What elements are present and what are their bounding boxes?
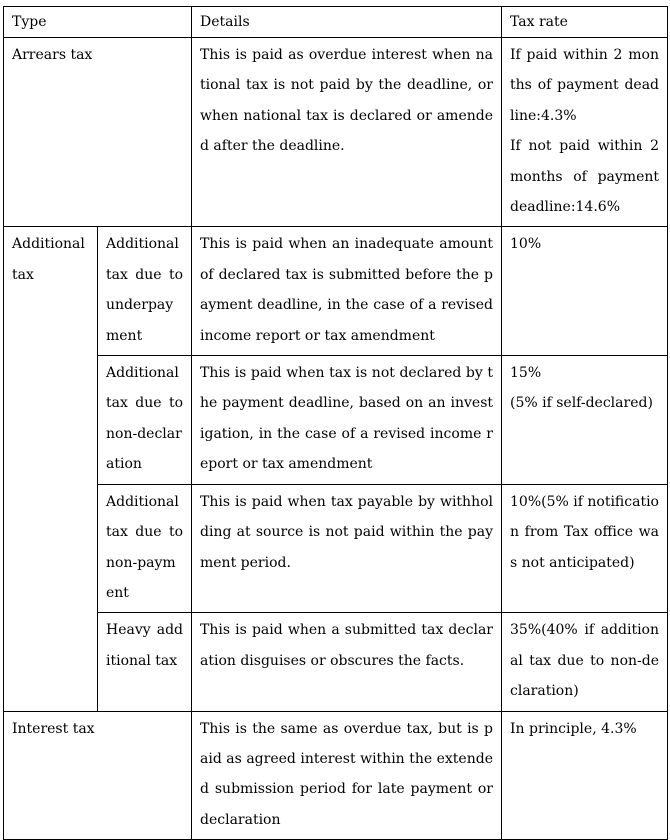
rate-arrears-not-within-2-months: If not paid within 2 months of payment deadline:14.6% [510, 138, 659, 216]
details-arrears-tax: This is paid as overdue interest when national tax is not paid by the deadline, or when national tax is declared or amended after the deadline. [192, 38, 502, 227]
details-heavy-additional: This is paid when a submitted tax declaration disguises or obscures the facts. [192, 613, 502, 711]
details-underpayment: This is paid when an inadequate amount of declared tax is submitted before the payment deadline, in the case of a revised income report or tax amendment [192, 227, 502, 356]
rate-non-declaration-self: (5% if self-declared) [510, 395, 653, 412]
type-underpayment: Additional tax due to underpayment [98, 227, 192, 356]
type-arrears-tax: Arrears tax [4, 38, 192, 227]
header-details: Details [192, 7, 502, 38]
rate-non-declaration [502, 356, 668, 485]
type-additional-tax-group: Additional tax [4, 227, 98, 711]
details-non-declaration: This is paid when tax is not declared by the payment deadline, based on an investigation, in the case of a revised income report or tax amendment [192, 356, 502, 485]
rate-heavy-additional: 35%(40% if additional tax due to non-declaration) [502, 613, 668, 711]
table-row-interest-tax [4, 711, 668, 840]
rate-non-payment: 10%(5% if notification from Tax office was not anticipated) [502, 484, 668, 613]
header-tax-rate: Tax rate [502, 7, 668, 38]
rate-arrears-within-2-months: If paid within 2 months of payment deadline:4.3% [510, 47, 659, 124]
header-type: Type [4, 7, 192, 38]
table-row-heavy-additional [4, 613, 668, 711]
header-row [4, 7, 668, 38]
rate-non-declaration-main: 15% [510, 365, 542, 382]
details-non-payment: This is paid when tax payable by withholding at source is not paid within the payment period. [192, 484, 502, 613]
rate-interest-tax: In principle, 4.3% [502, 711, 668, 840]
rate-arrears-tax [502, 38, 668, 227]
details-interest-tax: This is the same as overdue tax, but is paid as agreed interest within the extended submission period for late payment or declaration [192, 711, 502, 840]
table-row-non-payment [4, 484, 668, 613]
type-non-payment: Additional tax due to non-payment [98, 484, 192, 613]
table-row-underpayment [4, 227, 668, 356]
table-row-arrears-tax [4, 38, 668, 227]
tax-table-container [3, 6, 668, 840]
type-interest-tax: Interest tax [4, 711, 192, 840]
tax-table [3, 6, 668, 840]
type-heavy-additional: Heavy additional tax [98, 613, 192, 711]
type-non-declaration: Additional tax due to non-declaration [98, 356, 192, 485]
rate-underpayment: 10% [502, 227, 668, 356]
table-row-non-declaration [4, 356, 668, 485]
